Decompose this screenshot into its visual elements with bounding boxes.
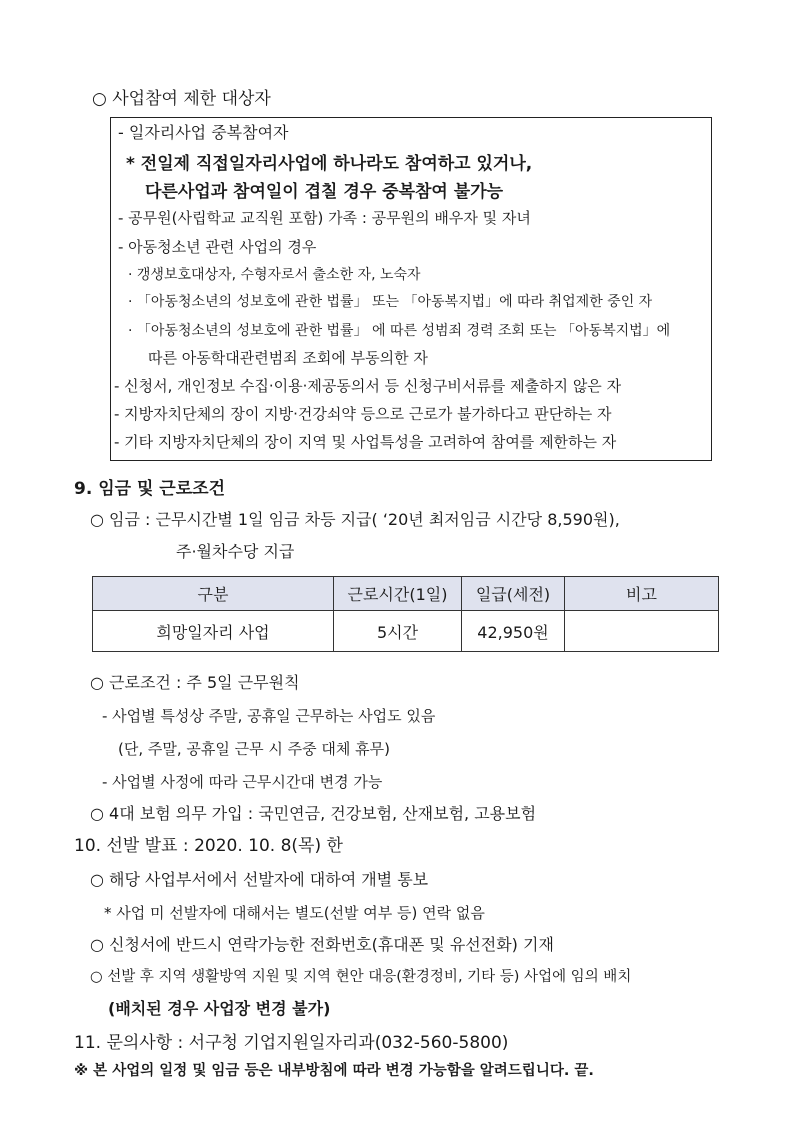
restriction-heading: ○ 사업참여 제한 대상자 [92, 89, 271, 109]
table-cell: 42,950원 [462, 611, 565, 652]
restriction-item: - 아동청소년 관련 사업의 경우 [118, 238, 317, 256]
selection-line: (배치된 경우 사업장 변경 불가) [108, 999, 331, 1018]
restriction-item: - 일자리사업 중복참여자 [118, 123, 289, 142]
condition-line: - 사업별 사정에 따라 근무시간대 변경 가능 [102, 773, 383, 791]
insurance-line: ○ 4대 보험 의무 가입 : 국민연금, 건강보험, 산재보험, 고용보험 [90, 804, 537, 823]
restriction-item: * 전일제 직접일자리사업에 하나라도 참여하고 있거나, [126, 154, 533, 174]
table-header-cell: 구분 [93, 577, 334, 611]
table-header-row [93, 577, 719, 611]
table-header-cell: 일급(세전) [462, 577, 565, 611]
table-header-cell: 근로시간(1일) [334, 577, 462, 611]
selection-line: ○ 해당 사업부서에서 선발자에 대하여 개별 통보 [90, 870, 429, 889]
section-10-title: 10. 선발 발표 : 2020. 10. 8(목) 한 [74, 836, 343, 856]
wage-table [92, 576, 719, 652]
section-9-title: 9. 임금 및 근로조건 [74, 479, 225, 499]
restriction-item: - 기타 지방자치단체의 장이 지역 및 사업특성을 고려하여 참여를 제한하는 자 [114, 433, 617, 451]
selection-line: ○ 신청서에 반드시 연락가능한 전화번호(휴대폰 및 유선전화) 기재 [90, 935, 554, 954]
selection-line: * 사업 미 선발자에 대해서는 별도(선발 여부 등) 연락 없음 [104, 904, 485, 922]
restriction-item: · 「아동청소년의 성보호에 관한 법률」 에 따른 성범죄 경력 조회 또는 「아동복지법」에 [128, 323, 671, 339]
closing-note: ※ 본 사업의 일정 및 임금 등은 내부방침에 따라 변경 가능함을 알려드립니다. 끝. [74, 1063, 594, 1079]
table-cell: 희망일자리 사업 [93, 611, 334, 652]
restriction-item: - 지방자치단체의 장이 지방·건강쇠약 등으로 근로가 불가하다고 판단하는 자 [114, 405, 612, 423]
restriction-item: - 신청서, 개인정보 수집·이용·제공동의서 등 신청구비서류를 제출하지 않은 자 [114, 377, 622, 395]
wage-line: 주·월차수당 지급 [176, 542, 295, 561]
condition-line: (단, 주말, 공휴일 근무 시 주중 대체 휴무) [118, 740, 390, 758]
restriction-item: - 공무원(사립학교 교직원 포함) 가족 : 공무원의 배우자 및 자녀 [118, 209, 531, 227]
condition-line: - 사업별 특성상 주말, 공휴일 근무하는 사업도 있음 [102, 707, 436, 725]
condition-line: ○ 근로조건 : 주 5일 근무원칙 [90, 673, 300, 692]
section-11-title: 11. 문의사항 : 서구청 기업지원일자리과(032-560-5800) [74, 1033, 509, 1053]
table-row [93, 611, 719, 652]
restriction-item: 다른사업과 참여일이 겹칠 경우 중복참여 불가능 [145, 182, 504, 202]
selection-line: ○ 선발 후 지역 생활방역 지원 및 지역 현안 대응(환경정비, 기타 등) 사업에 임의 배치 [90, 969, 632, 985]
table-cell [565, 611, 719, 652]
wage-line: ○ 임금 : 근무시간별 1일 임금 차등 지급( ‘20년 최저임금 시간당 8,590원), [90, 510, 620, 529]
restriction-item: · 갱생보호대상자, 수형자로서 출소한 자, 노숙자 [128, 267, 421, 283]
restriction-item: · 「아동청소년의 성보호에 관한 법률」 또는 「아동복지법」에 따라 취업제한 중인 자 [128, 294, 653, 310]
table-header-cell: 비고 [565, 577, 719, 611]
restriction-item: 따른 아동학대관련범죄 조회에 부동의한 자 [148, 349, 428, 367]
table-cell: 5시간 [334, 611, 462, 652]
